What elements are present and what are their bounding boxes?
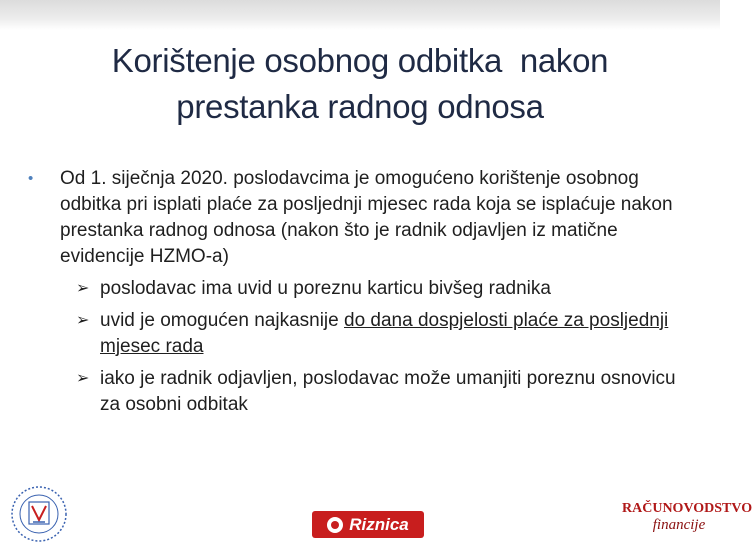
main-bullet-text: Od 1. siječnja 2020. poslodavcima je omogućeno korištenje osobnog odbitka pri isplati plaće za posljednji mjesec rada koja se isplaćuje nakon prestanka radnog odnosa (nakon što je radnik odjavljen iz matične evidencije HZMO-a): [60, 168, 673, 267]
sub-bullet-1-text: poslodavac ima uvid u poreznu karticu bivšeg radnika: [100, 278, 551, 299]
sub-bullet-2-underlined-text: do dana dospjelosti plaće za posljednji mjesec rada: [100, 310, 669, 357]
sub-bullet-2: [28, 308, 688, 360]
bullet-dot-icon: •: [28, 170, 34, 187]
racunovodstvo-logo-line-1: RAČUNOVODSTVO: [622, 501, 752, 516]
racunovodstvo-logo-line-2: financije: [652, 517, 706, 533]
slide-title: [0, 38, 720, 130]
slide-title-line-1: Korištenje osobnog odbitka nakon: [111, 42, 609, 79]
riznica-emblem-icon: [327, 517, 343, 533]
arrow-bullet-icon: ➢: [76, 370, 90, 387]
sub-bullet-3-text: iako je radnik odjavljen, poslodavac može umanjiti poreznu osnovicu za osobni odbitak: [100, 368, 676, 415]
slide-title-line-2: prestanka radnog odnosa: [176, 88, 544, 125]
slide-body: [28, 166, 688, 418]
seal-logo: [2, 478, 76, 540]
seal-logo-icon: [2, 478, 76, 540]
riznica-logo: [312, 511, 424, 538]
main-bullet: [28, 166, 688, 270]
slide-header-band: [0, 0, 720, 30]
arrow-bullet-icon: ➢: [76, 280, 90, 297]
sub-bullet-3: [28, 366, 688, 418]
riznica-logo-text: Riznica: [349, 514, 409, 534]
sub-bullet-1: [28, 276, 688, 302]
sub-bullet-2-text: uvid je omogućen najkasnije: [100, 310, 344, 331]
racunovodstvo-logo: [622, 500, 752, 540]
arrow-bullet-icon: ➢: [76, 312, 90, 329]
